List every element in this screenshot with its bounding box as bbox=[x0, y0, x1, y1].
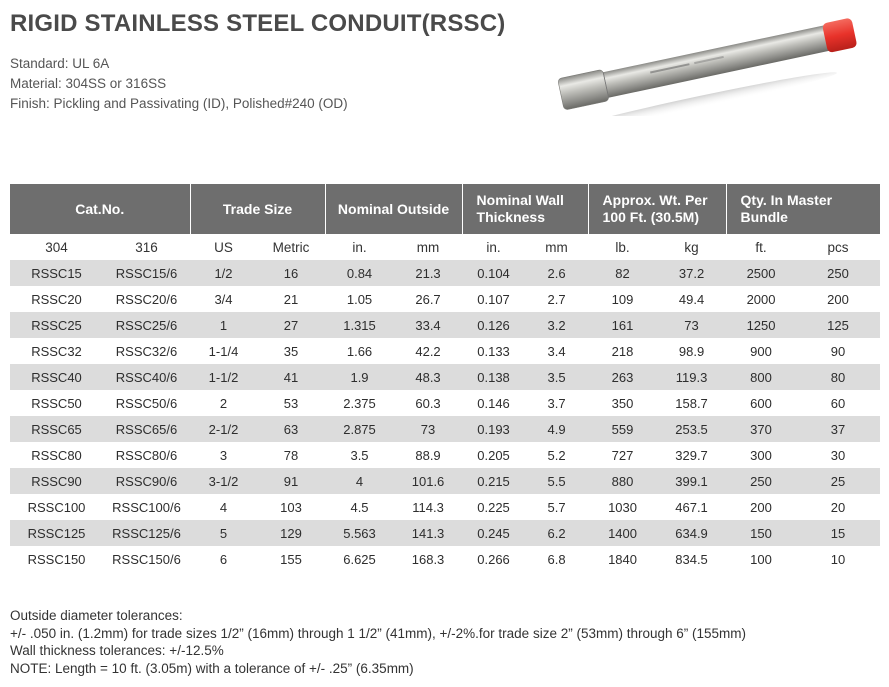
table-cell: 250 bbox=[726, 468, 796, 494]
table-cell: 155 bbox=[280, 551, 302, 567]
table-cell: RSSC80/6 bbox=[115, 447, 178, 463]
od-tolerance-heading: Outside diameter tolerances: bbox=[10, 608, 183, 623]
table-cell: RSSC80 bbox=[31, 447, 82, 463]
table-cell: 6.625 bbox=[343, 551, 376, 567]
table-cell: 3.2 bbox=[525, 312, 588, 338]
table-cell: 2.7 bbox=[547, 291, 566, 307]
table-cell: 634.9 bbox=[657, 520, 726, 546]
table-row bbox=[10, 520, 880, 546]
table-cell: 3-1/2 bbox=[190, 468, 257, 494]
table-cell: 33.4 bbox=[394, 312, 462, 338]
table-cell: 91 bbox=[257, 468, 325, 494]
table-cell: 0.133 bbox=[477, 343, 510, 359]
table-cell: 90 bbox=[830, 343, 846, 359]
subheader-cell: mm bbox=[545, 239, 568, 255]
table-cell: 114.3 bbox=[412, 499, 444, 515]
table-cell: RSSC40 bbox=[10, 364, 103, 390]
standard-line: Standard: UL 6A bbox=[10, 56, 110, 71]
table-cell: 1.05 bbox=[346, 291, 373, 307]
table-cell: 42.2 bbox=[415, 343, 441, 359]
table-cell: 16 bbox=[257, 260, 325, 286]
table-cell: 21 bbox=[283, 291, 299, 307]
spec-list bbox=[10, 54, 348, 114]
header-qty-bundle: Qty. In Master Bundle bbox=[726, 184, 880, 234]
table-cell: 41 bbox=[257, 364, 325, 390]
table-cell: 218 bbox=[611, 343, 634, 359]
od-tolerance-detail: +/- .050 in. (1.2mm) for trade sizes 1/2” (16mm) through 1 1/2” (41mm), +/-2%.for trade size 2” (53mm) through 6” (155mm) bbox=[10, 625, 747, 641]
table-cell: 10 bbox=[830, 551, 846, 567]
subheader-cell: pcs bbox=[827, 239, 849, 255]
table-cell: 200 bbox=[827, 291, 849, 307]
table-cell: 467.1 bbox=[675, 499, 708, 515]
table-row bbox=[10, 468, 880, 494]
table-cell: 141.3 bbox=[394, 520, 462, 546]
table-cell: 35 bbox=[283, 343, 299, 359]
table-cell: 0.225 bbox=[477, 499, 510, 515]
table-cell: 27 bbox=[257, 312, 325, 338]
table-cell: 2.6 bbox=[525, 260, 588, 286]
table-cell: 63 bbox=[257, 416, 325, 442]
table-cell: RSSC15/6 bbox=[103, 260, 190, 286]
table-cell: 0.107 bbox=[477, 291, 510, 307]
table-cell: 158.7 bbox=[675, 395, 708, 411]
table-cell: RSSC100 bbox=[27, 499, 86, 515]
table-cell: 15 bbox=[796, 520, 880, 546]
table-header-row bbox=[10, 184, 880, 234]
table-cell: RSSC125/6 bbox=[103, 520, 190, 546]
table-cell: 0.84 bbox=[325, 260, 394, 286]
table-cell: 88.9 bbox=[415, 447, 441, 463]
table-cell: 1840 bbox=[608, 551, 637, 567]
table-cell: RSSC32/6 bbox=[115, 343, 178, 359]
table-row bbox=[10, 416, 880, 442]
material-line: Material: 304SS or 316SS bbox=[10, 76, 167, 91]
subheader-cell: lb. bbox=[615, 239, 630, 255]
table-cell: 3.4 bbox=[547, 343, 566, 359]
table-cell: 3.7 bbox=[547, 395, 566, 411]
header-trade-size: Trade Size bbox=[190, 184, 325, 234]
table-cell: 82 bbox=[588, 260, 657, 286]
table-cell: 168.3 bbox=[411, 551, 445, 567]
table-cell: 263 bbox=[588, 364, 657, 390]
table-row bbox=[10, 286, 880, 312]
table-cell: 200 bbox=[750, 499, 772, 515]
table-cell: 5.7 bbox=[547, 499, 566, 515]
table-cell: 20 bbox=[830, 499, 846, 515]
table-cell: 0.126 bbox=[462, 312, 525, 338]
table-cell: 37 bbox=[796, 416, 880, 442]
table-cell: 100 bbox=[750, 551, 772, 567]
table-cell: 3.5 bbox=[525, 364, 588, 390]
table-cell: 5.5 bbox=[525, 468, 588, 494]
table-cell: RSSC40/6 bbox=[103, 364, 190, 390]
length-note: NOTE: Length = 10 ft. (3.05m) with a tolerance of +/- .25” (6.35mm) bbox=[10, 660, 414, 676]
table-cell: 727 bbox=[611, 447, 634, 463]
table-cell: 0.138 bbox=[462, 364, 525, 390]
table-row bbox=[10, 546, 880, 572]
conduit-product-image bbox=[550, 6, 860, 116]
table-cell: 0.146 bbox=[477, 395, 510, 411]
table-cell: 2500 bbox=[726, 260, 796, 286]
table-cell: RSSC50 bbox=[31, 395, 82, 411]
subheader-cell: in. bbox=[352, 239, 367, 255]
table-cell: 161 bbox=[588, 312, 657, 338]
table-cell: 60 bbox=[830, 395, 846, 411]
table-cell: 25 bbox=[796, 468, 880, 494]
table-cell: 3.5 bbox=[350, 447, 369, 463]
table-cell: 53 bbox=[283, 395, 299, 411]
table-cell: 5.2 bbox=[547, 447, 566, 463]
table-cell: 253.5 bbox=[657, 416, 726, 442]
table-cell: RSSC90 bbox=[10, 468, 103, 494]
table-cell: RSSC25 bbox=[10, 312, 103, 338]
table-cell: 2 bbox=[219, 395, 228, 411]
table-cell: 1.315 bbox=[325, 312, 394, 338]
conduit-spec-table bbox=[10, 184, 880, 572]
subheader-cell: kg bbox=[684, 239, 699, 255]
table-cell: 4.5 bbox=[350, 499, 369, 515]
table-cell: RSSC20/6 bbox=[115, 291, 178, 307]
page-title: RIGID STAINLESS STEEL CONDUIT(RSSC) bbox=[10, 10, 506, 37]
table-cell: 559 bbox=[588, 416, 657, 442]
table-cell: 2000 bbox=[746, 291, 776, 307]
table-cell: RSSC90/6 bbox=[103, 468, 190, 494]
table-cell: 150 bbox=[726, 520, 796, 546]
subheader-cell: ft. bbox=[755, 239, 767, 255]
table-cell: 0.193 bbox=[462, 416, 525, 442]
header-nominal-wall: Nominal Wall Thickness bbox=[462, 184, 588, 234]
table-cell: 399.1 bbox=[657, 468, 726, 494]
table-cell: 103 bbox=[280, 499, 302, 515]
table-cell: 101.6 bbox=[394, 468, 462, 494]
table-cell: 2-1/2 bbox=[190, 416, 257, 442]
header-nominal-outside: Nominal Outside bbox=[325, 184, 462, 234]
table-cell: 21.3 bbox=[394, 260, 462, 286]
table-cell: RSSC32 bbox=[31, 343, 82, 359]
table-cell: 125 bbox=[796, 312, 880, 338]
table-cell: 1.9 bbox=[325, 364, 394, 390]
table-cell: RSSC65 bbox=[10, 416, 103, 442]
header-cat-no: Cat.No. bbox=[10, 184, 190, 234]
table-cell: 1-1/4 bbox=[208, 343, 239, 359]
table-cell: 0.266 bbox=[477, 551, 510, 567]
table-cell: 1400 bbox=[588, 520, 657, 546]
table-cell: 119.3 bbox=[657, 364, 726, 390]
table-cell: RSSC150 bbox=[27, 551, 86, 567]
table-cell: 1.66 bbox=[346, 343, 373, 359]
table-cell: 109 bbox=[611, 291, 634, 307]
table-cell: 0.104 bbox=[462, 260, 525, 286]
table-cell: 2.875 bbox=[325, 416, 394, 442]
table-cell: 3 bbox=[219, 447, 228, 463]
table-cell: 1/2 bbox=[190, 260, 257, 286]
table-cell: RSSC150/6 bbox=[112, 551, 181, 567]
table-subheader-row bbox=[10, 234, 880, 260]
table-cell: RSSC50/6 bbox=[115, 395, 178, 411]
table-cell: 129 bbox=[257, 520, 325, 546]
table-row bbox=[10, 364, 880, 390]
table-cell: 5 bbox=[190, 520, 257, 546]
finish-line: Finish: Pickling and Passivating (ID), Polished#240 (OD) bbox=[10, 96, 348, 111]
table-cell: 60.3 bbox=[415, 395, 441, 411]
table-cell: 329.7 bbox=[675, 447, 708, 463]
table-cell: 4.9 bbox=[525, 416, 588, 442]
table-cell: 2.375 bbox=[343, 395, 376, 411]
subheader-cell: 304 bbox=[45, 239, 68, 255]
table-cell: 600 bbox=[750, 395, 772, 411]
conduit-pipe-illustration bbox=[550, 6, 860, 116]
table-cell: 4 bbox=[325, 468, 394, 494]
table-cell: 1 bbox=[190, 312, 257, 338]
table-row bbox=[10, 442, 880, 468]
table-cell: RSSC20 bbox=[31, 291, 82, 307]
table-cell: RSSC125 bbox=[10, 520, 103, 546]
table-row bbox=[10, 312, 880, 338]
table-cell: 800 bbox=[726, 364, 796, 390]
table-cell: 73 bbox=[657, 312, 726, 338]
table-cell: 5.563 bbox=[325, 520, 394, 546]
table-cell: 0.245 bbox=[462, 520, 525, 546]
wall-tolerance-line: Wall thickness tolerances: +/-12.5% bbox=[10, 643, 224, 658]
table-row bbox=[10, 390, 880, 416]
table-cell: 300 bbox=[750, 447, 772, 463]
table-cell: 834.5 bbox=[675, 551, 708, 567]
table-cell: 4 bbox=[219, 499, 228, 515]
subheader-cell: mm bbox=[416, 239, 440, 255]
table-cell: 250 bbox=[796, 260, 880, 286]
table-cell: 98.9 bbox=[678, 343, 705, 359]
table-cell: 6.8 bbox=[547, 551, 566, 567]
table-cell: 48.3 bbox=[394, 364, 462, 390]
table-cell: 880 bbox=[588, 468, 657, 494]
subheader-cell: 316 bbox=[135, 239, 158, 255]
table-cell: 73 bbox=[394, 416, 462, 442]
subheader-cell: in. bbox=[486, 239, 501, 255]
table-cell: 80 bbox=[796, 364, 880, 390]
table-cell: 3/4 bbox=[214, 291, 233, 307]
table-cell: 26.7 bbox=[415, 291, 441, 307]
subheader-cell: US bbox=[214, 239, 233, 255]
table-cell: 0.205 bbox=[477, 447, 510, 463]
table-cell: 37.2 bbox=[657, 260, 726, 286]
table-cell: RSSC65/6 bbox=[103, 416, 190, 442]
tolerance-notes bbox=[10, 607, 746, 677]
table-cell: 350 bbox=[611, 395, 634, 411]
table-cell: 30 bbox=[830, 447, 846, 463]
table-cell: 0.215 bbox=[462, 468, 525, 494]
header-approx-weight: Approx. Wt. Per 100 Ft. (30.5M) bbox=[588, 184, 726, 234]
table-cell: 6.2 bbox=[525, 520, 588, 546]
table-row bbox=[10, 338, 880, 364]
table-cell: 78 bbox=[283, 447, 299, 463]
table-cell: 370 bbox=[726, 416, 796, 442]
table-cell: 1250 bbox=[726, 312, 796, 338]
table-cell: 49.4 bbox=[678, 291, 705, 307]
table-row bbox=[10, 494, 880, 520]
table-cell: 6 bbox=[219, 551, 228, 567]
table-cell: 1-1/2 bbox=[190, 364, 257, 390]
table-row bbox=[10, 260, 880, 286]
table-cell: 900 bbox=[750, 343, 772, 359]
table-cell: RSSC25/6 bbox=[103, 312, 190, 338]
table-cell: RSSC15 bbox=[10, 260, 103, 286]
table-cell: 1030 bbox=[608, 499, 637, 515]
table-cell: RSSC100/6 bbox=[112, 499, 181, 515]
subheader-cell: Metric bbox=[272, 239, 310, 255]
